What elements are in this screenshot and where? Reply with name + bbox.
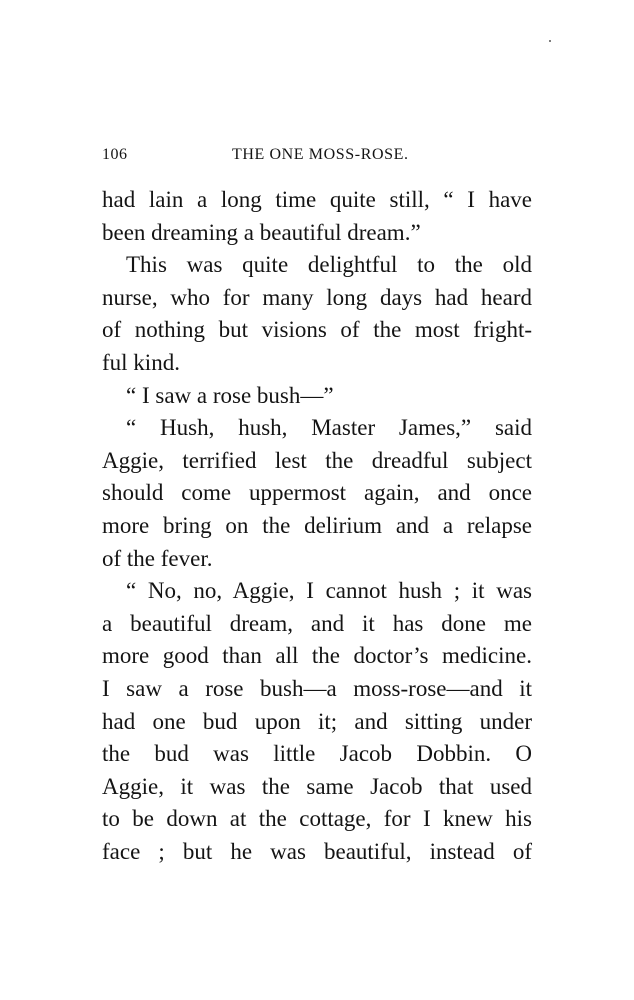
text-line: I saw a rose bush—a moss-rose—and it — [102, 675, 532, 701]
running-head — [102, 146, 532, 168]
text-line: nurse, who for many long days had heard — [102, 284, 532, 310]
text-line: been dreaming a beautiful dream.” — [102, 219, 421, 245]
text-line: Aggie, terrified lest the dreadful subject — [102, 447, 532, 473]
text-line: of the fever. — [102, 545, 213, 571]
body-text — [102, 184, 532, 868]
text-line: a beautiful dream, and it has done me — [102, 610, 532, 636]
text-line: “ I saw a rose bush—” — [126, 382, 334, 408]
text-line: had one bud upon it; and sitting under — [102, 708, 532, 734]
text-line: of nothing but visions of the most fright- — [102, 317, 532, 343]
text-line: “ No, no, Aggie, I cannot hush ; it was — [126, 578, 532, 604]
text-line: This was quite delightful to the old — [126, 252, 532, 278]
page-number: 106 — [102, 146, 128, 163]
text-line: more bring on the delirium and a relapse — [102, 512, 532, 538]
text-line: to be down at the cottage, for I knew his — [102, 806, 532, 832]
text-line: the bud was little Jacob Dobbin. O — [102, 741, 532, 767]
text-line: should come uppermost again, and once — [102, 480, 532, 506]
specks — [549, 40, 551, 42]
text-line: had lain a long time quite still, “ I have — [102, 187, 532, 212]
text-line: more good than all the doctor’s medicine. — [102, 643, 532, 669]
running-title: THE ONE MOSS-ROSE. — [232, 146, 409, 163]
text-line: face ; but he was beautiful, instead of — [102, 838, 532, 864]
text-line: “ Hush, hush, Master James,” said — [126, 415, 532, 441]
text-line: ful kind. — [102, 349, 180, 375]
text-line: Aggie, it was the same Jacob that used — [102, 773, 532, 799]
